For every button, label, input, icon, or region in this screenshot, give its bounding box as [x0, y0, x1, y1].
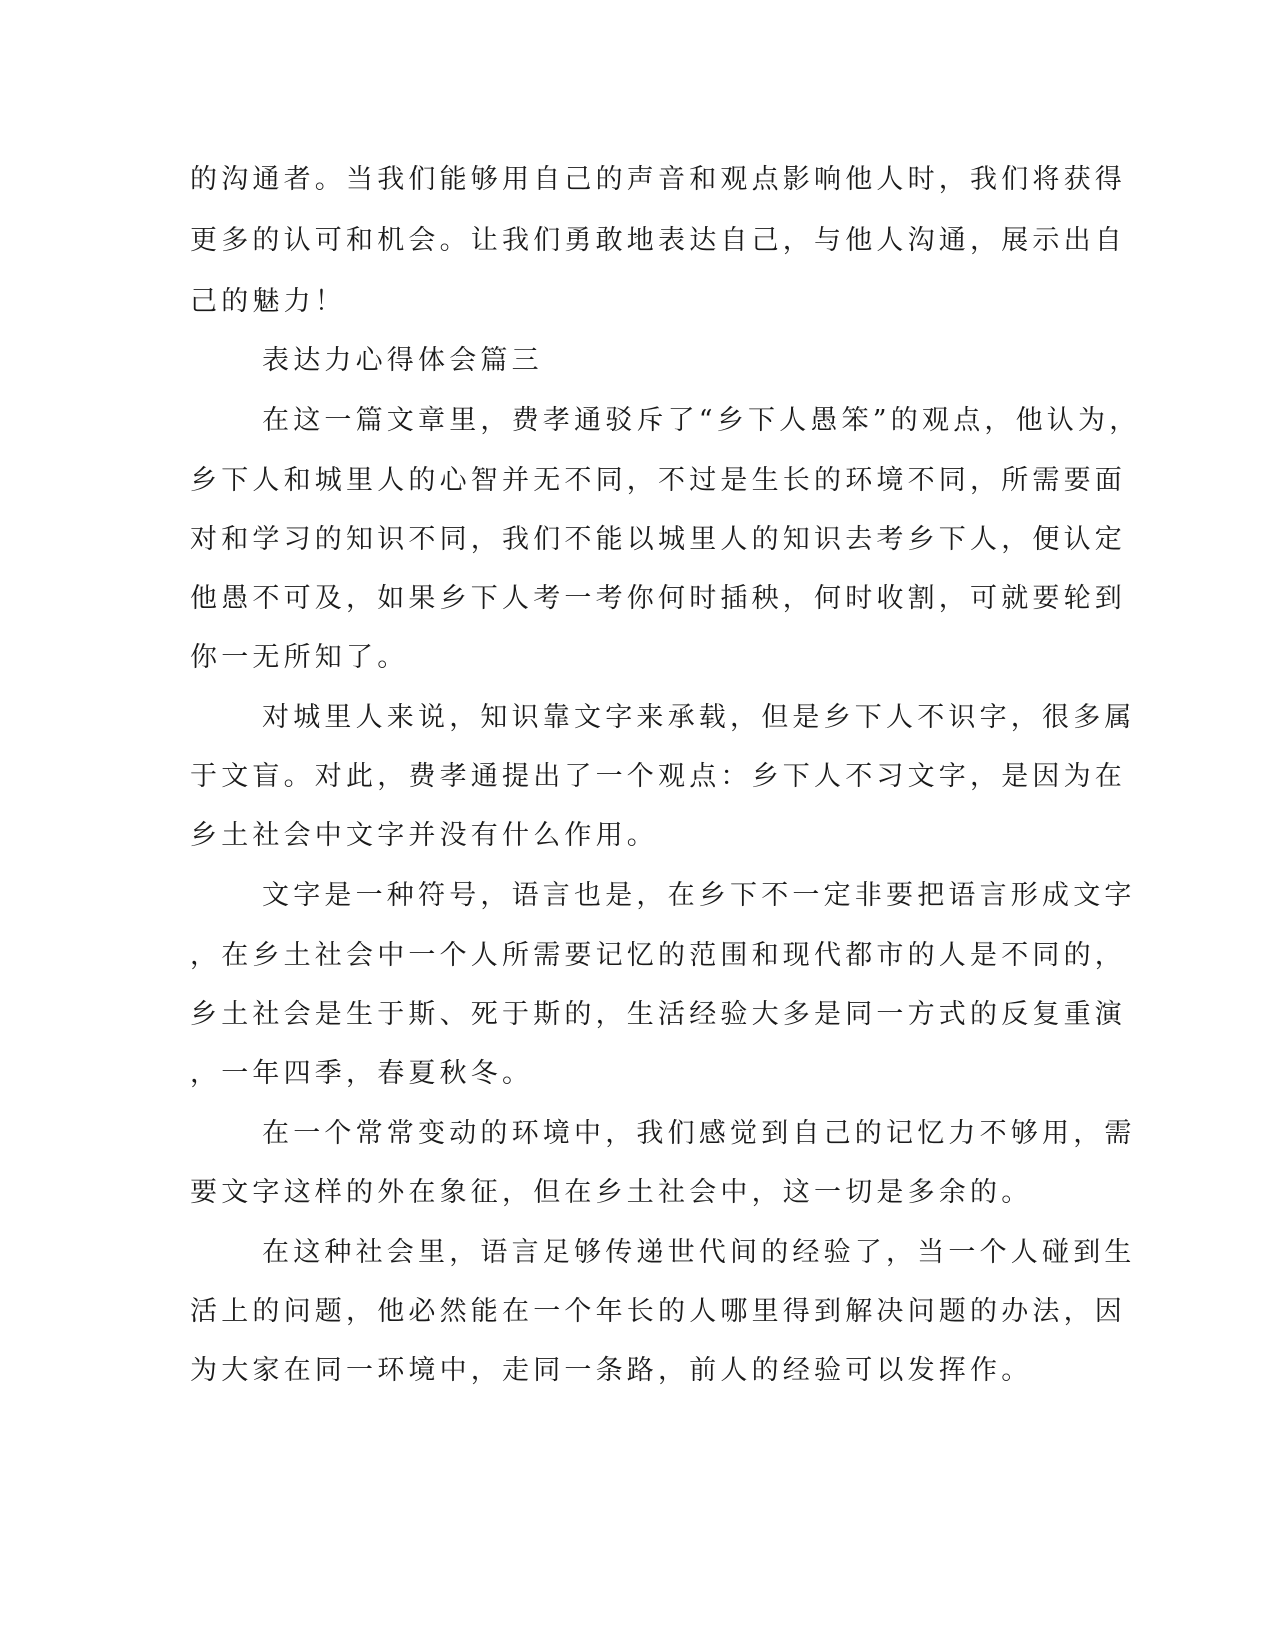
text-line: 要文字这样的外在象征，但在乡土社会中，这一切是多余的。: [190, 1177, 1033, 1208]
text-line: ，在乡土社会中一个人所需要记忆的范围和现代都市的人是不同的，: [190, 940, 1126, 971]
text-line: 在一个常常变动的环境中，我们感觉到自己的记忆力不够用，需: [262, 1118, 1136, 1149]
text-line: 他愚不可及，如果乡下人考一考你何时插秧，何时收割，可就要轮到: [190, 583, 1126, 614]
text-line: 乡土社会是生于斯、死于斯的，生活经验大多是同一方式的反复重演: [190, 999, 1126, 1030]
text-line: 于文盲。对此，费孝通提出了一个观点：乡下人不习文字，是因为在: [190, 761, 1126, 792]
text-line: ，一年四季，春夏秋冬。: [190, 1058, 534, 1089]
text-line: 己的魅力！: [190, 286, 346, 317]
section-heading: 表达力心得体会篇三: [262, 345, 543, 376]
text-line: 对和学习的知识不同，我们不能以城里人的知识去考乡下人，便认定: [190, 524, 1126, 555]
text-line: 你一无所知了。: [190, 642, 409, 673]
text-line: 乡土社会中文字并没有什么作用。: [190, 820, 658, 851]
text-line: 活上的问题，他必然能在一个年长的人哪里得到解决问题的办法，因: [190, 1296, 1126, 1327]
text-line: 在这种社会里，语言足够传递世代间的经验了，当一个人碰到生: [262, 1237, 1136, 1268]
text-line: 文字是一种符号，语言也是，在乡下不一定非要把语言形成文字: [262, 880, 1136, 911]
text-line: 为大家在同一环境中，走同一条路，前人的经验可以发挥作。: [190, 1355, 1033, 1386]
text-line: 在这一篇文章里，费孝通驳斥了“乡下人愚笨”的观点，他认为，: [262, 405, 1141, 436]
text-line: 乡下人和城里人的心智并无不同，不过是生长的环境不同，所需要面: [190, 465, 1126, 496]
text-line: 的沟通者。当我们能够用自己的声音和观点影响他人时，我们将获得: [190, 164, 1126, 195]
text-line: 对城里人来说，知识靠文字来承载，但是乡下人不识字，很多属: [262, 702, 1136, 733]
text-line: 更多的认可和机会。让我们勇敢地表达自己，与他人沟通，展示出自: [190, 225, 1126, 256]
